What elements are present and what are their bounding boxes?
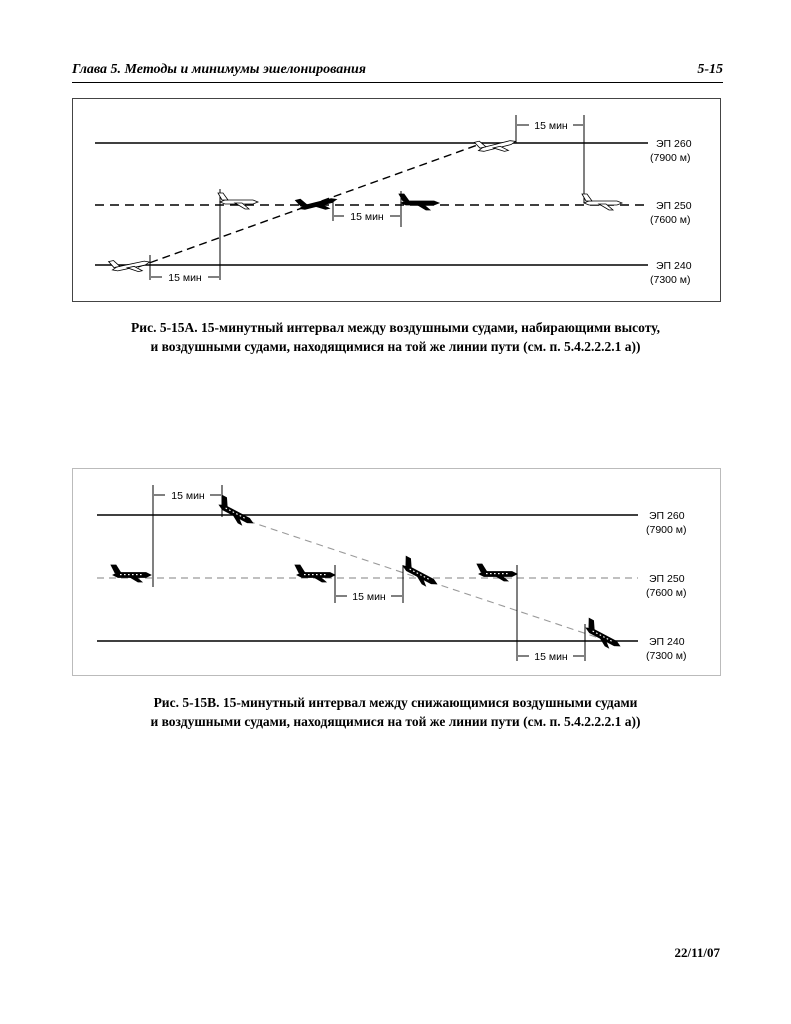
level-name-240: ЭП 240: [649, 636, 685, 648]
page-number: 5-15: [697, 62, 723, 77]
aircraft-icon: [214, 495, 257, 529]
caption-line: и воздушными судами, находящимися на той же линии пути (см. п. 5.4.2.2.2.1 a)): [150, 714, 641, 729]
aircraft-icon: [581, 618, 624, 652]
level-alt-240: (7300 м): [646, 650, 687, 662]
aircraft-icon: [295, 565, 335, 582]
level-name-240: ЭП 240: [656, 260, 692, 272]
level-name-250: ЭП 250: [649, 573, 685, 585]
figure-a-caption: [0, 318, 791, 356]
caption-line: Рис. 5-15B. 15-минутный интервал между снижающимися воздушными судами: [153, 695, 638, 710]
level-name-250: ЭП 250: [656, 200, 692, 212]
caption-line: Рис. 5-15A. 15-минутный интервал между воздушными судами, набирающими высоту,: [131, 320, 660, 335]
interval-label-bottom: 15 мин: [168, 272, 202, 284]
aircraft-icon: [109, 253, 151, 277]
level-alt-250: (7600 м): [650, 214, 691, 226]
figure-5-15b: [72, 468, 721, 676]
interval-label-middle: 15 мин: [350, 211, 384, 223]
aircraft-icon: [218, 193, 258, 209]
aircraft-icon: [295, 191, 338, 216]
caption-line: и воздушными судами, находящимися на той же линии пути (см. п. 5.4.2.2.2.1 a)): [150, 339, 641, 354]
interval-label-top: 15 мин: [534, 120, 568, 132]
aircraft-icon: [399, 194, 439, 210]
aircraft-icon: [582, 194, 622, 210]
figure-a-diagram: [73, 99, 720, 301]
aircraft-icon: [398, 556, 441, 590]
level-name-260: ЭП 260: [656, 138, 692, 150]
figure-5-15a: [72, 98, 721, 302]
interval-label-bottom: 15 мин: [534, 651, 568, 663]
level-alt-240: (7300 м): [650, 274, 691, 286]
figure-b-diagram: [73, 469, 720, 675]
page-date: 22/11/07: [674, 945, 720, 960]
level-name-260: ЭП 260: [649, 510, 685, 522]
interval-label-middle: 15 мин: [352, 591, 386, 603]
aircraft-icon: [111, 565, 151, 582]
page-header: [72, 60, 723, 83]
chapter-title: Глава 5. Методы и минимумы эшелонирования: [72, 62, 367, 77]
level-alt-260: (7900 м): [646, 524, 687, 536]
figure-b-caption: [0, 693, 791, 731]
level-alt-260: (7900 м): [650, 152, 691, 164]
aircraft-icon: [474, 133, 517, 158]
interval-label-top: 15 мин: [171, 490, 205, 502]
level-alt-250: (7600 м): [646, 587, 687, 599]
